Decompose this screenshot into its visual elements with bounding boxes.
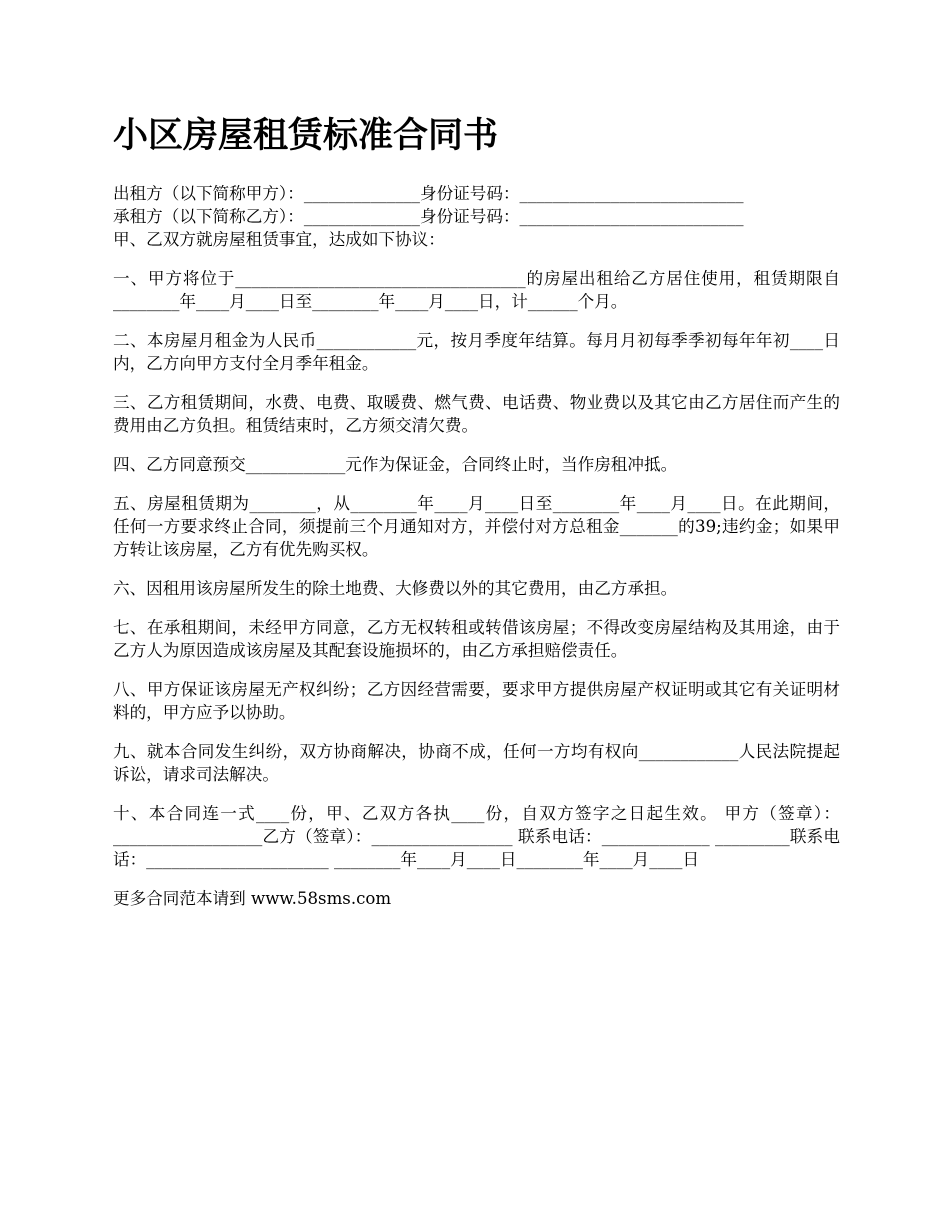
clause-1: 一、甲方将位于___________________________________的房屋出租给乙方居住使用，租赁期限自________年____月____日至________年____月____日，计______个月。 bbox=[113, 269, 840, 311]
clause-9: 九、就本合同发生纠纷，双方协商解决，协商不成，任何一方均有权向____________人民法院提起诉讼，请求司法解决。 bbox=[113, 742, 840, 784]
clause-7: 七、在承租期间，未经甲方同意，乙方无权转租或转借该房屋；不得改变房屋结构及其用途，由于乙方人为原因造成该房屋及其配套设施损坏的，由乙方承担赔偿责任。 bbox=[113, 618, 840, 660]
clause-10: 十、本合同连一式____份，甲、乙双方各执____份，自双方签字之日起生效。 甲方（签章）：__________________乙方（签章）：_________________ 联系电话：_____________ _________联系电话：______________________ ________年____月____日________年____月____日 bbox=[113, 804, 840, 869]
footer-note: 更多合同范本请到 www.58sms.com bbox=[113, 889, 392, 908]
clause-6: 六、因租用该房屋所发生的除土地费、大修费以外的其它费用，由乙方承担。 bbox=[113, 579, 678, 598]
agreement-intro: 甲、乙双方就房屋租赁事宜，达成如下协议： bbox=[113, 230, 445, 249]
party-header bbox=[113, 182, 840, 251]
clause-4: 四、乙方同意预交____________元作为保证金，合同终止时，当作房租冲抵。 bbox=[113, 455, 678, 474]
clause-8: 八、甲方保证该房屋无产权纠纷；乙方因经营需要，要求甲方提供房屋产权证明或其它有关证明材料的，甲方应予以协助。 bbox=[113, 680, 840, 722]
contract-page bbox=[113, 112, 840, 910]
lessor-line: 出租方（以下简称甲方）：______________身份证号码：___________________________ bbox=[113, 184, 744, 203]
lessee-line: 承租方（以下简称乙方）：______________身份证号码：___________________________ bbox=[113, 207, 744, 226]
clause-3: 三、乙方租赁期间，水费、电费、取暖费、燃气费、电话费、物业费以及其它由乙方居住而产生的费用由乙方负担。租赁结束时，乙方须交清欠费。 bbox=[113, 393, 840, 435]
clause-2: 二、本房屋月租金为人民币____________元，按月季度年结算。每月月初每季季初每年年初____日内，乙方向甲方支付全月季年租金。 bbox=[113, 331, 840, 373]
clause-5: 五、房屋租赁期为________，从________年____月____日至________年____月____日。在此期间，任何一方要求终止合同，须提前三个月通知对方，并偿付对方总租金_______的39;违约金；如果甲方转让该房屋，乙方有优先购买权。 bbox=[113, 494, 840, 559]
document-title: 小区房屋租赁标准合同书 bbox=[113, 115, 499, 156]
